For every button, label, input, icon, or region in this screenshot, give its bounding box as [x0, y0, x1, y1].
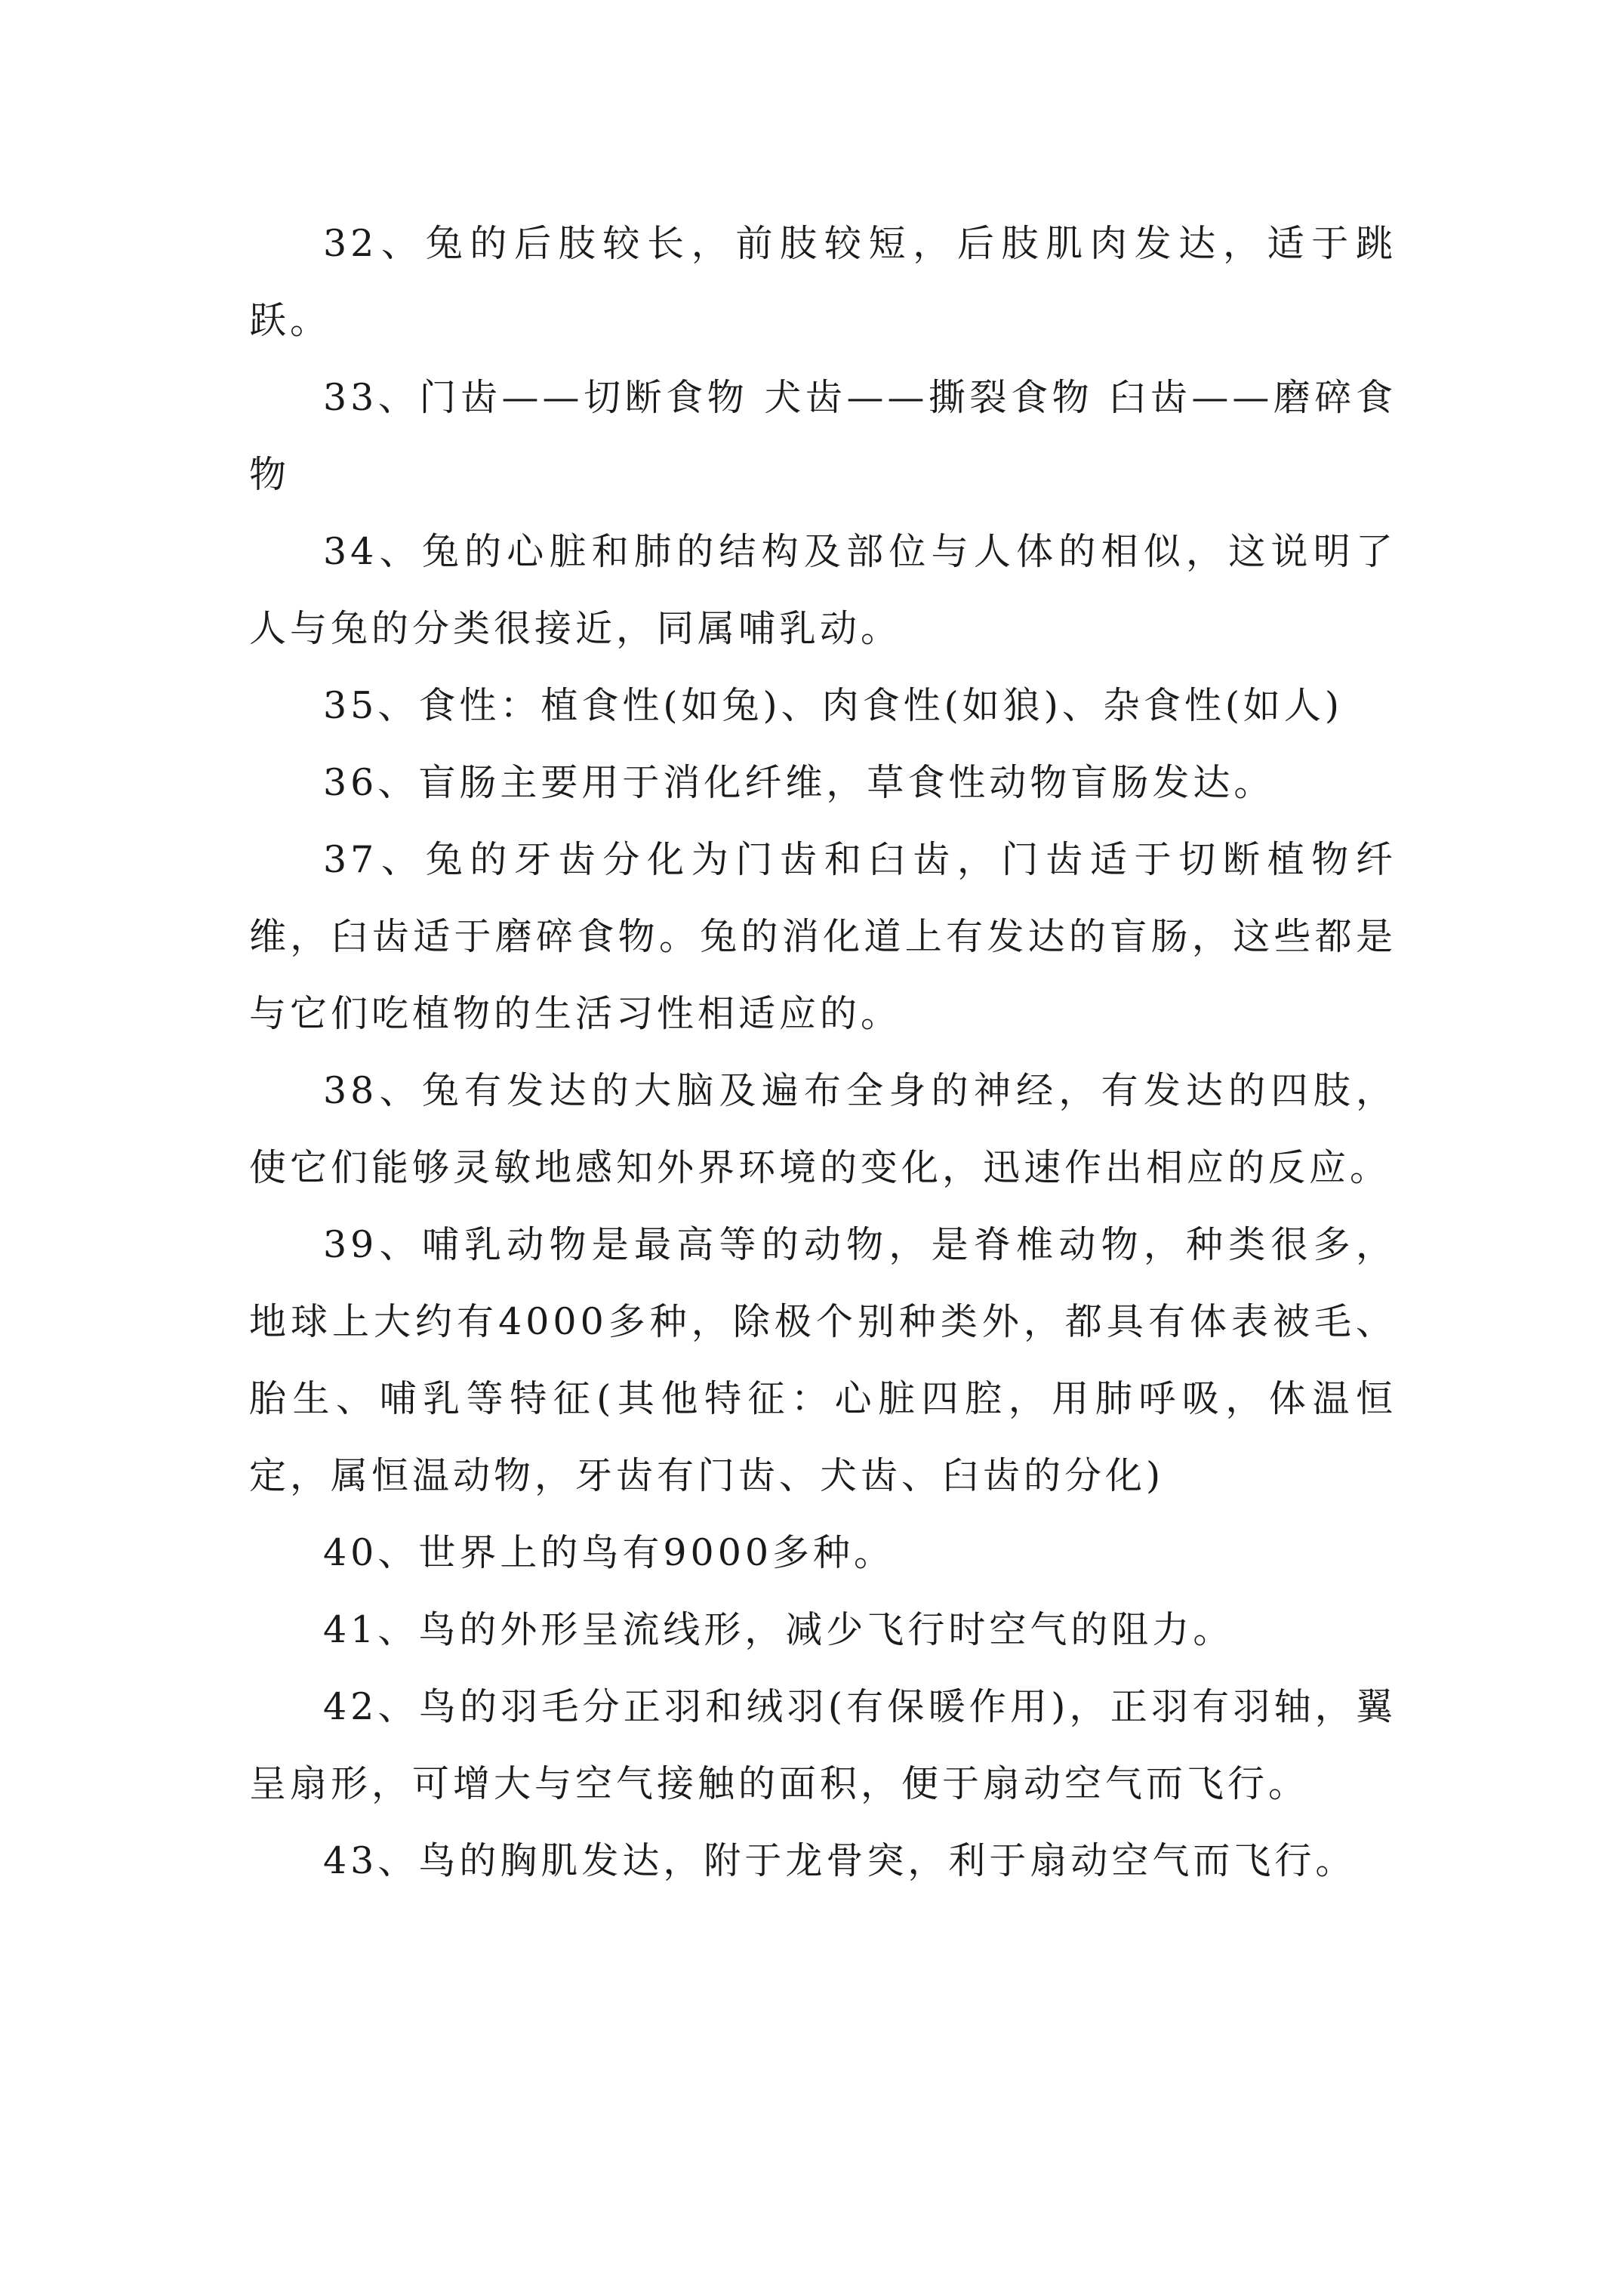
paragraph-40: 40、世界上的鸟有9000多种。 [323, 1531, 895, 1574]
paragraph-43: 43、鸟的胸肌发达，附于龙骨突，利于扇动空气而飞行。 [323, 1839, 1357, 1882]
paragraph-34: 34、兔的心脏和肺的结构及部位与人体的相似，这说明了人与兔的分类很接近，同属哺乳动。 [249, 530, 1397, 650]
paragraph-33: 33、门齿——切断食物 犬齿——撕裂食物 臼齿——磨碎食物 [249, 376, 1397, 496]
document-body [249, 205, 1397, 1900]
paragraph-41: 41、鸟的外形呈流线形，减少飞行时空气的阻力。 [323, 1608, 1234, 1651]
paragraph-38: 38、兔有发达的大脑及遍布全身的神经，有发达的四肢，使它们能够灵敏地感知外界环境的变化，迅速作出相应的反应。 [249, 1069, 1397, 1189]
paragraph-35: 35、食性：植食性(如兔)、肉食性(如狼)、杂食性(如人) [323, 684, 1344, 727]
paragraph-32: 32、兔的后肢较长，前肢较短，后肢肌肉发达，适于跳跃。 [249, 222, 1397, 342]
paragraph-42: 42、鸟的羽毛分正羽和绒羽(有保暖作用)，正羽有羽轴，翼呈扇形，可增大与空气接触的面积，便于扇动空气而飞行。 [249, 1685, 1397, 1805]
paragraph-37: 37、兔的牙齿分化为门齿和臼齿，门齿适于切断植物纤维，臼齿适于磨碎食物。兔的消化道上有发达的盲肠，这些都是与它们吃植物的生活习性相适应的。 [249, 838, 1397, 1035]
paragraph-39: 39、哺乳动物是最高等的动物，是脊椎动物，种类很多，地球上大约有4000多种，除极个别种类外，都具有体表被毛、胎生、哺乳等特征(其他特征：心脏四腔，用肺呼吸，体温恒定，属恒温动物，牙齿有门齿、犬齿、臼齿的分化) [249, 1223, 1397, 1497]
paragraph-36: 36、盲肠主要用于消化纤维，草食性动物盲肠发达。 [323, 761, 1275, 804]
